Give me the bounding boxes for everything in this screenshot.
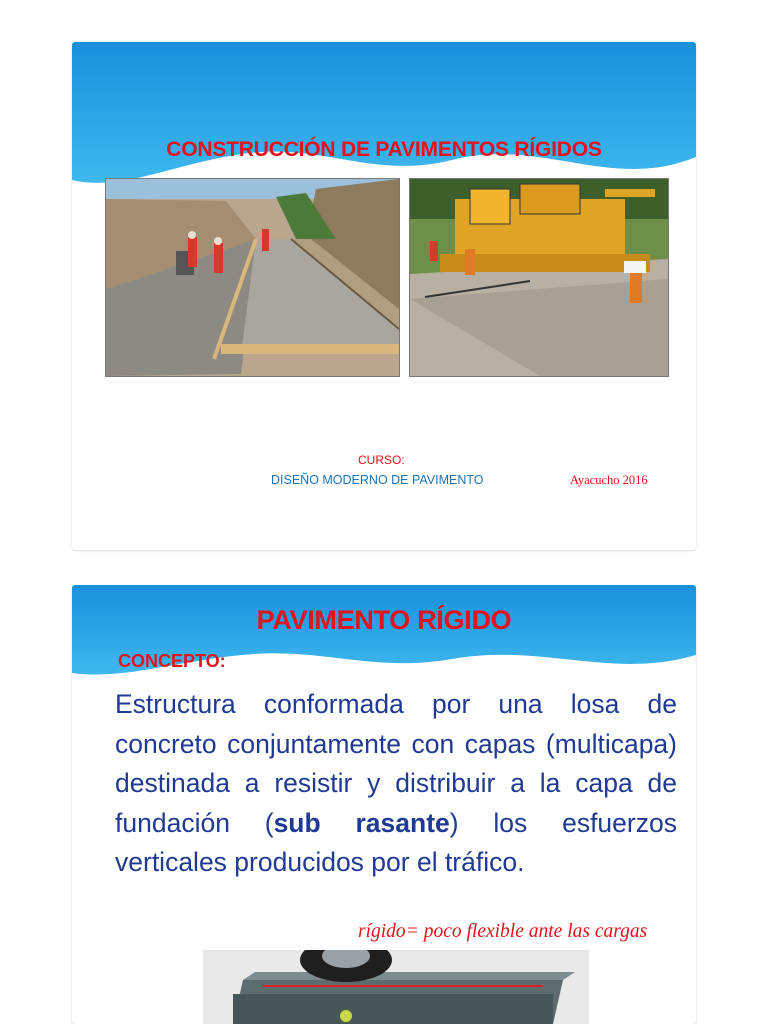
slide-2 — [72, 585, 696, 1024]
concrete-street-photo — [105, 178, 400, 377]
definition-part-2: ) los esfuerzos verticales producidos por el tráfico. — [115, 807, 677, 877]
blue-wave-header — [72, 585, 696, 695]
pavement-load-diagram — [203, 950, 589, 1024]
place-year: Ayacucho 2016 — [570, 473, 648, 487]
definition-part-1: Estructura conformada por una losa de concreto conjuntamente con capas (multicapa) destinada a resistir y distribuir a la capa de fundación ( — [115, 689, 677, 838]
slide-1-title: CONSTRUCCIÓN DE PAVIMENTOS RÍGIDOS — [166, 138, 602, 161]
concept-label: CONCEPTO: — [118, 651, 226, 671]
definition-bold-term: sub rasante — [273, 807, 450, 838]
slide-1 — [72, 42, 696, 550]
rigid-note: rígido= poco flexible ante las cargas — [358, 921, 648, 942]
slipform-paver-photo — [409, 178, 669, 377]
slide-2-title: PAVIMENTO RÍGIDO — [256, 605, 512, 635]
course-name: DISEÑO MODERNO DE PAVIMENTO — [271, 473, 484, 487]
course-label: CURSO: — [358, 453, 405, 467]
definition-text — [115, 685, 677, 883]
